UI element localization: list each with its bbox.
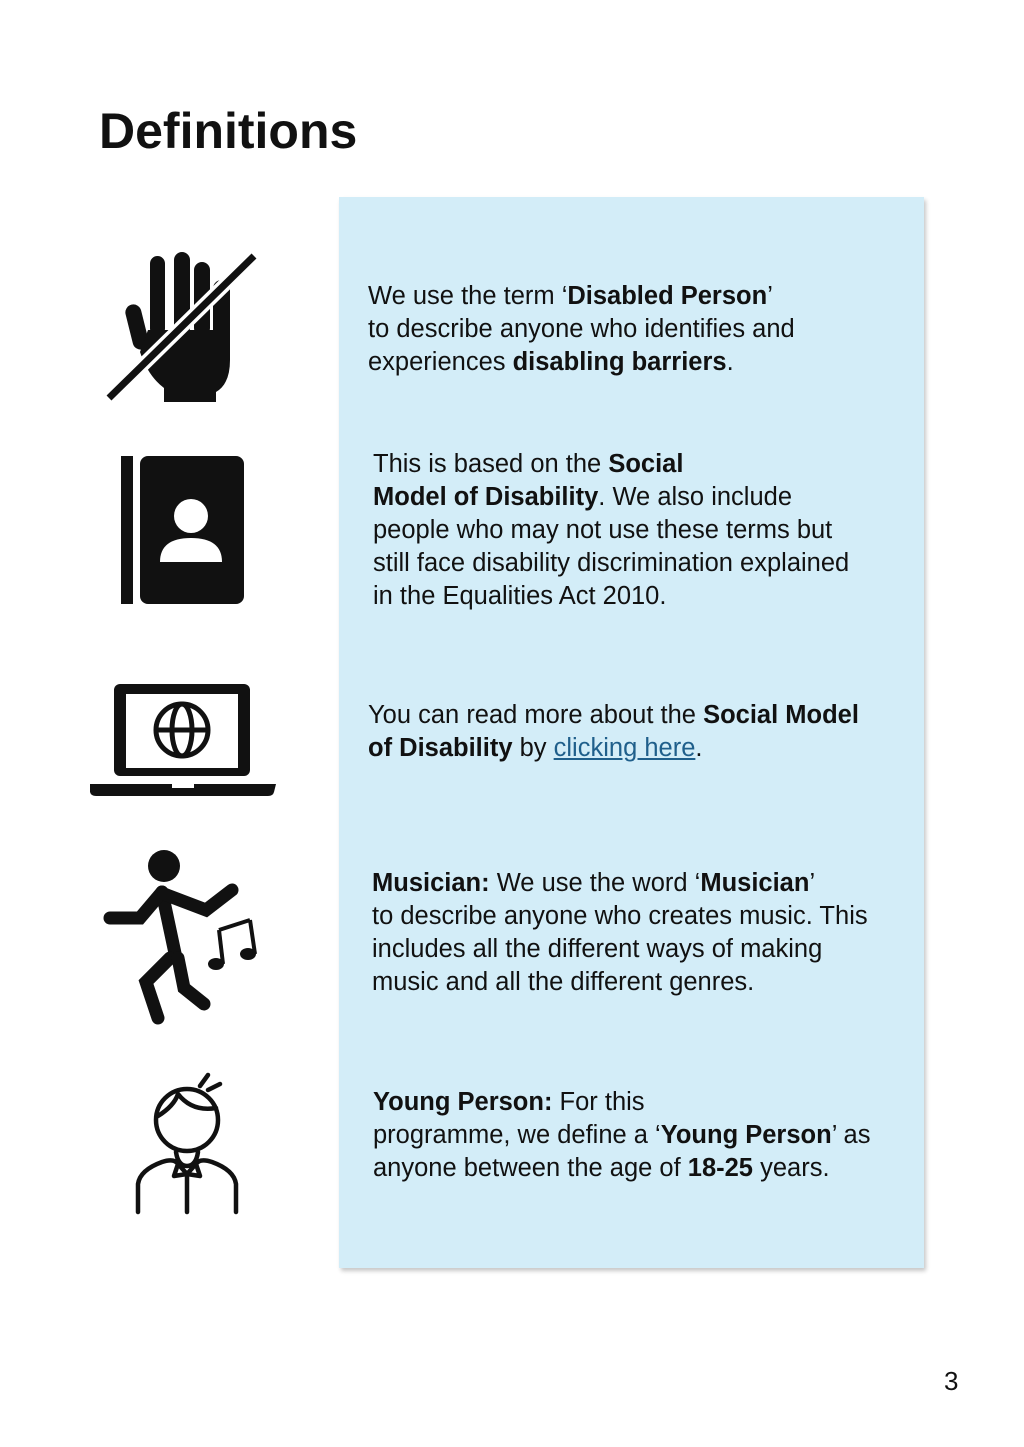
bold-term: Social xyxy=(608,450,684,478)
definition-text: in the Equalities Act 2010. xyxy=(373,582,667,610)
disabled-hand-icon xyxy=(100,248,260,406)
definition-text: to describe anyone who creates music. This xyxy=(372,902,868,930)
clicking-here-link[interactable]: clicking here xyxy=(553,734,696,762)
young-person-definition xyxy=(373,1086,870,1185)
definition-text: still face disability discrimination explained xyxy=(373,549,850,577)
definition-text: programme, we define a ‘ xyxy=(373,1121,661,1149)
definition-text: by xyxy=(512,734,554,762)
musician-definition xyxy=(372,867,868,999)
bold-term: Disabled Person xyxy=(567,282,768,310)
definition-text: experiences xyxy=(368,348,513,376)
bold-term: 18-25 xyxy=(687,1154,753,1182)
definition-text: . xyxy=(695,734,703,762)
definition-text: includes all the different ways of making xyxy=(372,935,823,963)
page-number: 3 xyxy=(944,1366,959,1396)
bold-term: Musician: xyxy=(372,869,490,897)
social-model-definition xyxy=(373,448,849,613)
definition-text: We use the word ‘ xyxy=(489,869,701,897)
bold-term: Model of Disability xyxy=(373,483,599,511)
definition-text: ’ as xyxy=(831,1121,871,1149)
definition-text: For this xyxy=(552,1088,645,1116)
young-person-icon xyxy=(128,1072,248,1222)
definition-text: We use the term ‘ xyxy=(368,282,568,310)
page-title: Definitions xyxy=(99,103,358,159)
social-model-link-paragraph xyxy=(368,699,859,765)
definition-text: music and all the different genres. xyxy=(372,968,755,996)
dancing-musician-icon xyxy=(100,846,270,1031)
bold-term: Young Person: xyxy=(373,1088,553,1116)
bold-term: of Disability xyxy=(368,734,513,762)
definition-text: You can read more about the xyxy=(368,701,704,729)
bold-term: Social Model xyxy=(703,701,859,729)
contact-book-icon xyxy=(118,454,248,608)
bold-term: Musician xyxy=(700,869,810,897)
definition-text: . xyxy=(726,348,734,376)
definition-text: ’ xyxy=(767,282,773,310)
definition-text: ’ xyxy=(809,869,816,897)
definition-text: anyone between the age of xyxy=(373,1154,688,1182)
definition-text: people who may not use these terms but xyxy=(373,516,833,544)
definition-text: to describe anyone who identifies and xyxy=(368,315,795,343)
definition-text: This is based on the xyxy=(373,450,609,478)
bold-term: Young Person xyxy=(660,1121,832,1149)
definition-text: . We also include xyxy=(598,483,792,511)
definition-text: years. xyxy=(753,1154,830,1182)
laptop-globe-icon xyxy=(88,680,278,800)
bold-term: disabling barriers xyxy=(512,348,727,376)
disabled-person-definition xyxy=(368,280,795,379)
